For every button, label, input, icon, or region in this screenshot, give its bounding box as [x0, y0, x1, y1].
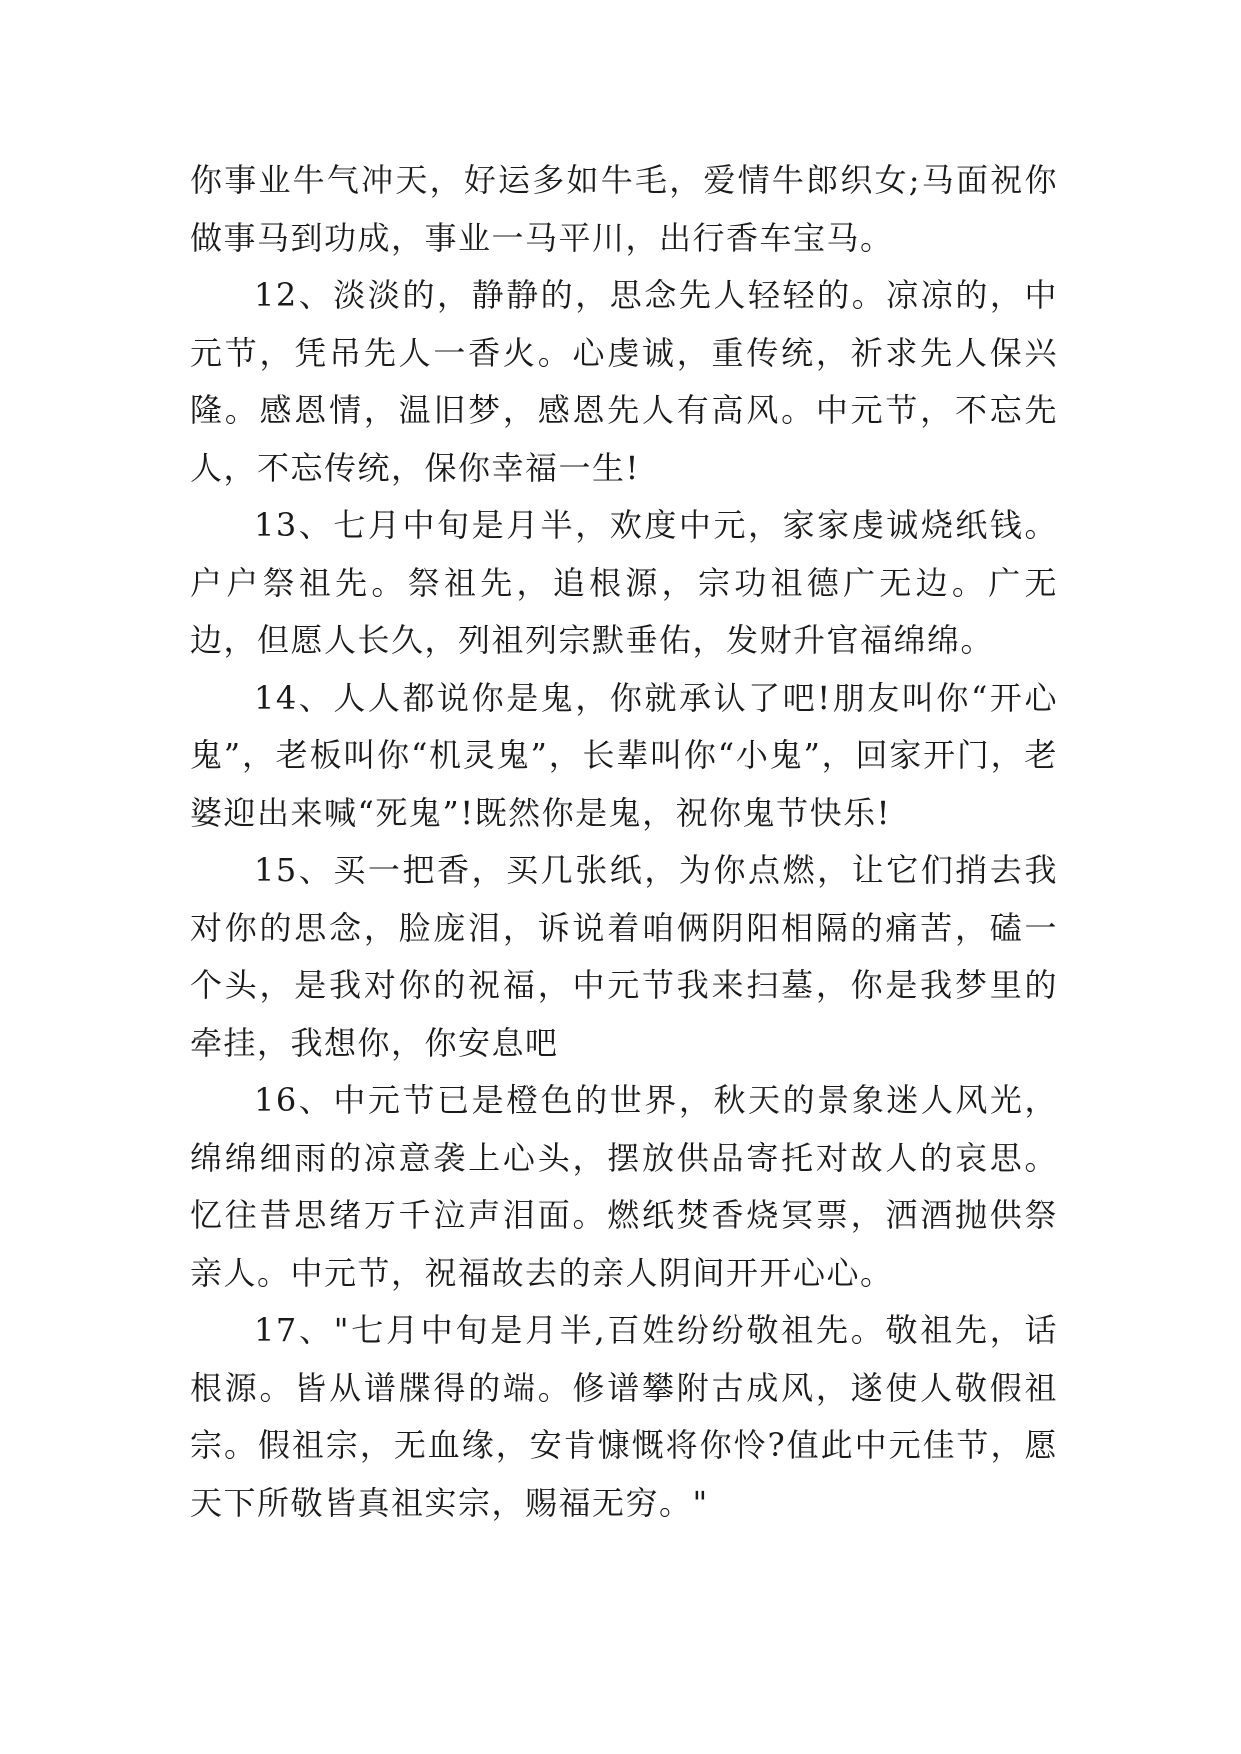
paragraph-15: 15、买一把香，买几张纸，为你点燃，让它们捎去我对你的思念，脸庞泪，诉说着咱俩阴阳相隔的痛苦，磕一个头，是我对你的祝福，中元节我来扫墓，你是我梦里的牵挂，我想你，你安息吧	[190, 851, 1058, 1062]
paragraph-13: 13、七月中旬是月半，欢度中元，家家虔诚烧纸钱。户户祭祖先。祭祖先，追根源，宗功祖德广无边。广无边，但愿人长久，列祖列宗默垂佑，发财升官福绵绵。	[190, 506, 1058, 659]
paragraph-16: 16、中元节已是橙色的世界，秋天的景象迷人风光，绵绵细雨的凉意袭上心头，摆放供品寄托对故人的哀思。忆往昔思绪万千泣声泪面。燃纸焚香烧冥票，洒酒抛供祭亲人。中元节，祝福故去的亲人阴间开开心心。	[190, 1081, 1058, 1292]
document-body	[190, 152, 1058, 1532]
paragraph-17: 17、"七月中旬是月半,百姓纷纷敬祖先。敬祖先，话根源。皆从谱牒得的端。修谱攀附古成风，遂使人敬假祖宗。假祖宗，无血缘，安肯慷慨将你怜?值此中元佳节，愿天下所敬皆真祖实宗，赐福无穷。"	[190, 1311, 1058, 1522]
paragraph-12: 12、淡淡的，静静的，思念先人轻轻的。凉凉的，中元节，凭吊先人一香火。心虔诚，重传统，祈求先人保兴隆。感恩情，温旧梦，感恩先人有高风。中元节，不忘先人，不忘传统，保你幸福一生!	[190, 276, 1058, 487]
paragraph-continuation: 你事业牛气冲天，好运多如牛毛，爱情牛郎织女;马面祝你做事马到功成，事业一马平川，出行香车宝马。	[190, 161, 1058, 257]
paragraph-14: 14、人人都说你是鬼，你就承认了吧!朋友叫你“开心鬼”，老板叫你“机灵鬼”，长辈叫你“小鬼”，回家开门，老婆迎出来喊“死鬼”!既然你是鬼，祝你鬼节快乐!	[190, 678, 1058, 832]
